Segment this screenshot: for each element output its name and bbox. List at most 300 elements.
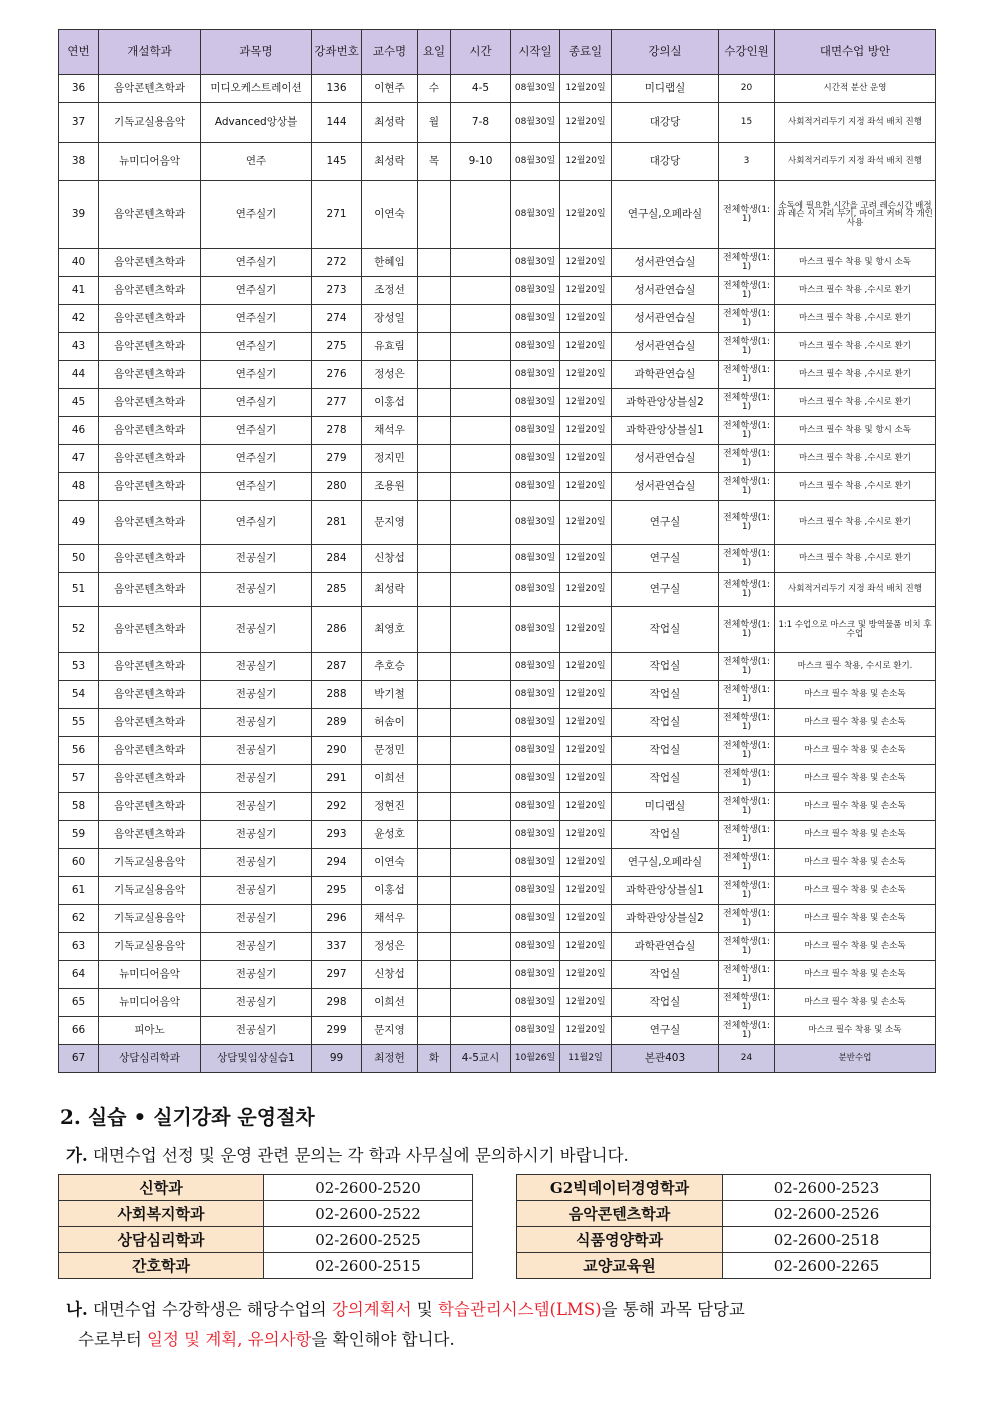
course-code: 280 [312, 473, 362, 501]
start-date: 10월26일 [511, 1045, 560, 1073]
weekday [418, 989, 451, 1017]
course-name: 전공실기 [201, 989, 312, 1017]
start-date: 08월30일 [511, 545, 560, 573]
table-row [59, 333, 936, 361]
in-person-plan: 마스크 필수 착용 ,수시로 환기 [775, 361, 936, 389]
professor: 박기철 [362, 681, 418, 709]
start-date: 08월30일 [511, 607, 560, 653]
enrollment: 전체학생(1:1) [719, 277, 775, 305]
class-time [451, 877, 511, 905]
course-code: 284 [312, 545, 362, 573]
row-number: 55 [59, 709, 99, 737]
row-number: 57 [59, 765, 99, 793]
weekday [418, 607, 451, 653]
course-code: 285 [312, 573, 362, 607]
in-person-plan: 마스크 필수 착용 및 손소독 [775, 933, 936, 961]
course-code: 337 [312, 933, 362, 961]
start-date: 08월30일 [511, 989, 560, 1017]
course-name: 연주실기 [201, 249, 312, 277]
dept-phone: 02-2600-2523 [723, 1175, 931, 1201]
end-date: 12월20일 [560, 1017, 612, 1045]
lms-notice-line1 [66, 1296, 745, 1320]
department: 음악콘텐츠학과 [99, 737, 201, 765]
course-code: 298 [312, 989, 362, 1017]
class-time [451, 821, 511, 849]
dept-phone: 02-2600-2515 [264, 1253, 473, 1279]
notice-text: 대면수업 선정 및 운영 관련 문의는 각 학과 사무실에 문의하시기 바랍니다. [87, 1146, 629, 1165]
enrollment: 전체학생(1:1) [719, 849, 775, 877]
table-row [59, 849, 936, 877]
header-cell: 시작일 [511, 30, 560, 75]
classroom: 대강당 [612, 143, 719, 181]
in-person-plan: 마스크 필수 착용 및 손소독 [775, 877, 936, 905]
department: 음악콘텐츠학과 [99, 765, 201, 793]
course-code: 277 [312, 389, 362, 417]
classroom: 연구실 [612, 1017, 719, 1045]
start-date: 08월30일 [511, 961, 560, 989]
header-cell: 수강인원 [719, 30, 775, 75]
class-time [451, 933, 511, 961]
end-date: 12월20일 [560, 765, 612, 793]
weekday [418, 737, 451, 765]
professor: 이연숙 [362, 849, 418, 877]
weekday [418, 821, 451, 849]
in-person-plan: 마스크 필수 착용 및 손소독 [775, 681, 936, 709]
enrollment: 전체학생(1:1) [719, 681, 775, 709]
course-code: 297 [312, 961, 362, 989]
enrollment: 15 [719, 103, 775, 143]
table-row [59, 305, 936, 333]
enrollment: 전체학생(1:1) [719, 333, 775, 361]
classroom: 연구실 [612, 573, 719, 607]
professor: 유효림 [362, 333, 418, 361]
enrollment: 전체학생(1:1) [719, 709, 775, 737]
professor: 신창섭 [362, 545, 418, 573]
course-code: 296 [312, 905, 362, 933]
row-number: 50 [59, 545, 99, 573]
professor: 채석우 [362, 905, 418, 933]
row-number: 45 [59, 389, 99, 417]
class-time: 4-5 [451, 75, 511, 103]
department: 음악콘텐츠학과 [99, 417, 201, 445]
classroom: 미디랩실 [612, 793, 719, 821]
course-name: 전공실기 [201, 545, 312, 573]
header-cell: 대면수업 방안 [775, 30, 936, 75]
enrollment: 전체학생(1:1) [719, 737, 775, 765]
class-time [451, 361, 511, 389]
dept-name: 음악콘텐츠학과 [517, 1201, 723, 1227]
dept-phone: 02-2600-2520 [264, 1175, 473, 1201]
end-date: 12월20일 [560, 877, 612, 905]
weekday: 수 [418, 75, 451, 103]
notice-text: 을 확인해야 합니다. [311, 1330, 455, 1349]
weekday [418, 305, 451, 333]
class-time: 9-10 [451, 143, 511, 181]
row-number: 58 [59, 793, 99, 821]
end-date: 12월20일 [560, 361, 612, 389]
weekday [418, 545, 451, 573]
classroom: 연구실,오페라실 [612, 181, 719, 249]
course-name: 연주실기 [201, 333, 312, 361]
weekday [418, 445, 451, 473]
course-code: 286 [312, 607, 362, 653]
row-number: 44 [59, 361, 99, 389]
start-date: 08월30일 [511, 103, 560, 143]
in-person-plan: 마스크 필수 착용 및 손소독 [775, 821, 936, 849]
row-number: 40 [59, 249, 99, 277]
course-name: 연주실기 [201, 473, 312, 501]
table-row [517, 1201, 931, 1227]
classroom: 연구실 [612, 545, 719, 573]
end-date: 12월20일 [560, 417, 612, 445]
table-row [59, 417, 936, 445]
table-row [59, 473, 936, 501]
department: 음악콘텐츠학과 [99, 305, 201, 333]
end-date: 12월20일 [560, 737, 612, 765]
department: 음악콘텐츠학과 [99, 821, 201, 849]
department: 음악콘텐츠학과 [99, 277, 201, 305]
class-time [451, 277, 511, 305]
enrollment: 전체학생(1:1) [719, 961, 775, 989]
professor: 조정선 [362, 277, 418, 305]
row-number: 63 [59, 933, 99, 961]
professor: 이현주 [362, 75, 418, 103]
in-person-plan: 사회적거리두기 지정 좌석 배치 진행 [775, 103, 936, 143]
end-date: 12월20일 [560, 793, 612, 821]
table-row [59, 877, 936, 905]
course-name: Advanced앙상블 [201, 103, 312, 143]
department: 기독교실용음악 [99, 877, 201, 905]
end-date: 12월20일 [560, 249, 612, 277]
end-date: 12월20일 [560, 933, 612, 961]
classroom: 과학관앙상블실1 [612, 877, 719, 905]
professor: 허솜이 [362, 709, 418, 737]
course-code: 279 [312, 445, 362, 473]
start-date: 08월30일 [511, 793, 560, 821]
course-name: 연주실기 [201, 417, 312, 445]
course-name: 연주실기 [201, 389, 312, 417]
table-row [59, 653, 936, 681]
start-date: 08월30일 [511, 445, 560, 473]
course-name: 전공실기 [201, 877, 312, 905]
dept-name: 상담심리학과 [59, 1227, 264, 1253]
department: 음악콘텐츠학과 [99, 573, 201, 607]
row-number: 37 [59, 103, 99, 143]
schedule-highlight: 일정 및 계획, 유의사항 [147, 1330, 312, 1349]
end-date: 12월20일 [560, 181, 612, 249]
end-date: 12월20일 [560, 75, 612, 103]
professor: 조용원 [362, 473, 418, 501]
course-code: 295 [312, 877, 362, 905]
list-marker: 가. [66, 1146, 88, 1165]
classroom: 작업실 [612, 681, 719, 709]
course-name: 연주실기 [201, 361, 312, 389]
section-title: 2. 실습 • 실기강좌 운영절차 [60, 1105, 315, 1129]
end-date: 12월20일 [560, 905, 612, 933]
table-row [59, 249, 936, 277]
professor: 장성일 [362, 305, 418, 333]
enrollment: 전체학생(1:1) [719, 501, 775, 545]
dept-phone: 02-2600-2522 [264, 1201, 473, 1227]
row-number: 67 [59, 1045, 99, 1073]
table-row [59, 821, 936, 849]
classroom: 미디랩실 [612, 75, 719, 103]
class-time [451, 545, 511, 573]
course-code: 299 [312, 1017, 362, 1045]
phone-table-left [58, 1174, 473, 1279]
department: 뉴미디어음악 [99, 143, 201, 181]
lms-notice-line2 [78, 1326, 455, 1350]
enrollment: 전체학생(1:1) [719, 765, 775, 793]
enrollment: 전체학생(1:1) [719, 445, 775, 473]
professor: 최영호 [362, 607, 418, 653]
start-date: 08월30일 [511, 765, 560, 793]
table-row [59, 501, 936, 545]
course-name: 상담및임상실습1 [201, 1045, 312, 1073]
end-date: 12월20일 [560, 849, 612, 877]
in-person-plan: 1:1 수업으로 마스크 및 방역물품 비치 후 수업 [775, 607, 936, 653]
row-number: 53 [59, 653, 99, 681]
weekday [418, 501, 451, 545]
department: 음악콘텐츠학과 [99, 473, 201, 501]
classroom: 작업실 [612, 961, 719, 989]
class-time [451, 501, 511, 545]
class-time [451, 681, 511, 709]
table-row [517, 1253, 931, 1279]
classroom: 과학관앙상블실2 [612, 905, 719, 933]
course-code: 273 [312, 277, 362, 305]
end-date: 12월20일 [560, 989, 612, 1017]
course-name: 전공실기 [201, 709, 312, 737]
course-name: 전공실기 [201, 765, 312, 793]
table-row [59, 905, 936, 933]
weekday [418, 681, 451, 709]
course-code: 99 [312, 1045, 362, 1073]
table-body [59, 75, 936, 1073]
header-cell: 개설학과 [99, 30, 201, 75]
phone-table-right [516, 1174, 931, 1279]
enrollment: 전체학생(1:1) [719, 905, 775, 933]
weekday [418, 417, 451, 445]
end-date: 12월20일 [560, 653, 612, 681]
table-row [59, 989, 936, 1017]
classroom: 성서관연습실 [612, 445, 719, 473]
table-row [59, 1045, 936, 1073]
table-row [59, 361, 936, 389]
course-code: 272 [312, 249, 362, 277]
professor: 이홍섭 [362, 389, 418, 417]
class-time [451, 305, 511, 333]
start-date: 08월30일 [511, 905, 560, 933]
classroom: 대강당 [612, 103, 719, 143]
enrollment: 전체학생(1:1) [719, 933, 775, 961]
enrollment: 전체학생(1:1) [719, 877, 775, 905]
department: 음악콘텐츠학과 [99, 501, 201, 545]
department: 음악콘텐츠학과 [99, 607, 201, 653]
course-name: 연주실기 [201, 305, 312, 333]
in-person-plan: 마스크 필수 착용 및 손소독 [775, 793, 936, 821]
table-row [59, 737, 936, 765]
weekday [418, 277, 451, 305]
professor: 이희선 [362, 765, 418, 793]
start-date: 08월30일 [511, 389, 560, 417]
table-row [59, 277, 936, 305]
professor: 정현진 [362, 793, 418, 821]
enrollment: 전체학생(1:1) [719, 249, 775, 277]
end-date: 12월20일 [560, 277, 612, 305]
end-date: 12월20일 [560, 709, 612, 737]
end-date: 12월20일 [560, 821, 612, 849]
professor: 추호승 [362, 653, 418, 681]
classroom: 성서관연습실 [612, 333, 719, 361]
department: 음악콘텐츠학과 [99, 653, 201, 681]
classroom: 성서관연습실 [612, 249, 719, 277]
end-date: 12월20일 [560, 333, 612, 361]
professor: 최성락 [362, 103, 418, 143]
class-time [451, 389, 511, 417]
weekday: 목 [418, 143, 451, 181]
table-row [59, 1227, 473, 1253]
in-person-plan: 마스크 필수 착용 및 손소독 [775, 961, 936, 989]
department: 피아노 [99, 1017, 201, 1045]
start-date: 08월30일 [511, 501, 560, 545]
dept-name: 식품영양학과 [517, 1227, 723, 1253]
class-time [451, 989, 511, 1017]
start-date: 08월30일 [511, 75, 560, 103]
in-person-plan: 마스크 필수 착용 및 손소독 [775, 905, 936, 933]
professor: 이홍섭 [362, 877, 418, 905]
class-time [451, 737, 511, 765]
professor: 최정헌 [362, 1045, 418, 1073]
dept-phone: 02-2600-2265 [723, 1253, 931, 1279]
course-code: 293 [312, 821, 362, 849]
end-date: 12월20일 [560, 607, 612, 653]
professor: 이연숙 [362, 181, 418, 249]
course-code: 278 [312, 417, 362, 445]
row-number: 41 [59, 277, 99, 305]
class-time [451, 961, 511, 989]
course-name: 연주실기 [201, 277, 312, 305]
start-date: 08월30일 [511, 305, 560, 333]
syllabus-highlight: 강의계획서 [331, 1300, 412, 1319]
professor: 정성은 [362, 933, 418, 961]
notice-text: 대면수업 수강학생은 해당수업의 [87, 1300, 332, 1319]
class-time [451, 473, 511, 501]
row-number: 64 [59, 961, 99, 989]
table-row [59, 681, 936, 709]
header-cell: 강의실 [612, 30, 719, 75]
classroom: 연구실 [612, 501, 719, 545]
dept-name: 간호학과 [59, 1253, 264, 1279]
course-code: 281 [312, 501, 362, 545]
start-date: 08월30일 [511, 681, 560, 709]
professor: 한혜임 [362, 249, 418, 277]
in-person-plan: 마스크 필수 착용 및 손소독 [775, 765, 936, 793]
in-person-plan: 사회적거리두기 지정 좌석 배치 진행 [775, 143, 936, 181]
professor: 이희선 [362, 989, 418, 1017]
end-date: 12월20일 [560, 305, 612, 333]
class-time [451, 249, 511, 277]
weekday [418, 793, 451, 821]
course-code: 275 [312, 333, 362, 361]
start-date: 08월30일 [511, 181, 560, 249]
class-time [451, 607, 511, 653]
in-person-plan: 마스크 필수 착용 및 손소독 [775, 737, 936, 765]
department: 뉴미디어음악 [99, 961, 201, 989]
class-time: 7-8 [451, 103, 511, 143]
in-person-plan: 마스크 필수 착용 ,수시로 환기 [775, 277, 936, 305]
course-code: 289 [312, 709, 362, 737]
start-date: 08월30일 [511, 573, 560, 607]
course-name: 전공실기 [201, 849, 312, 877]
professor: 채석우 [362, 417, 418, 445]
department: 음악콘텐츠학과 [99, 333, 201, 361]
end-date: 12월20일 [560, 473, 612, 501]
course-name: 전공실기 [201, 607, 312, 653]
header-cell: 연번 [59, 30, 99, 75]
department: 기독교실용음악 [99, 905, 201, 933]
row-number: 51 [59, 573, 99, 607]
weekday [418, 961, 451, 989]
department: 음악콘텐츠학과 [99, 389, 201, 417]
row-number: 46 [59, 417, 99, 445]
start-date: 08월30일 [511, 709, 560, 737]
list-marker: 나. [66, 1300, 88, 1319]
notice-text: 수로부터 [78, 1330, 148, 1349]
start-date: 08월30일 [511, 737, 560, 765]
class-time [451, 333, 511, 361]
in-person-plan: 분반수업 [775, 1045, 936, 1073]
dept-name: 사회복지학과 [59, 1201, 264, 1227]
dept-name: 신학과 [59, 1175, 264, 1201]
end-date: 12월20일 [560, 389, 612, 417]
in-person-plan: 마스크 필수 착용 ,수시로 환기 [775, 445, 936, 473]
course-code: 291 [312, 765, 362, 793]
lms-highlight: 학습관리시스템(LMS) [437, 1300, 602, 1319]
table-row [59, 933, 936, 961]
table-row [59, 765, 936, 793]
weekday [418, 877, 451, 905]
end-date: 12월20일 [560, 445, 612, 473]
class-time [451, 849, 511, 877]
header-cell: 과목명 [201, 30, 312, 75]
department: 기독교실용음악 [99, 933, 201, 961]
weekday [418, 181, 451, 249]
start-date: 08월30일 [511, 473, 560, 501]
classroom: 작업실 [612, 765, 719, 793]
row-number: 65 [59, 989, 99, 1017]
course-table [58, 29, 936, 1073]
classroom: 본관403 [612, 1045, 719, 1073]
department: 음악콘텐츠학과 [99, 709, 201, 737]
course-code: 276 [312, 361, 362, 389]
enrollment: 전체학생(1:1) [719, 305, 775, 333]
table-row [59, 75, 936, 103]
class-time [451, 417, 511, 445]
department: 음악콘텐츠학과 [99, 249, 201, 277]
table-row [59, 143, 936, 181]
start-date: 08월30일 [511, 249, 560, 277]
department: 상담심리학과 [99, 1045, 201, 1073]
course-name: 전공실기 [201, 681, 312, 709]
enrollment: 전체학생(1:1) [719, 181, 775, 249]
header-cell: 시간 [451, 30, 511, 75]
course-name: 전공실기 [201, 933, 312, 961]
start-date: 08월30일 [511, 417, 560, 445]
row-number: 52 [59, 607, 99, 653]
dept-phone: 02-2600-2526 [723, 1201, 931, 1227]
row-number: 62 [59, 905, 99, 933]
